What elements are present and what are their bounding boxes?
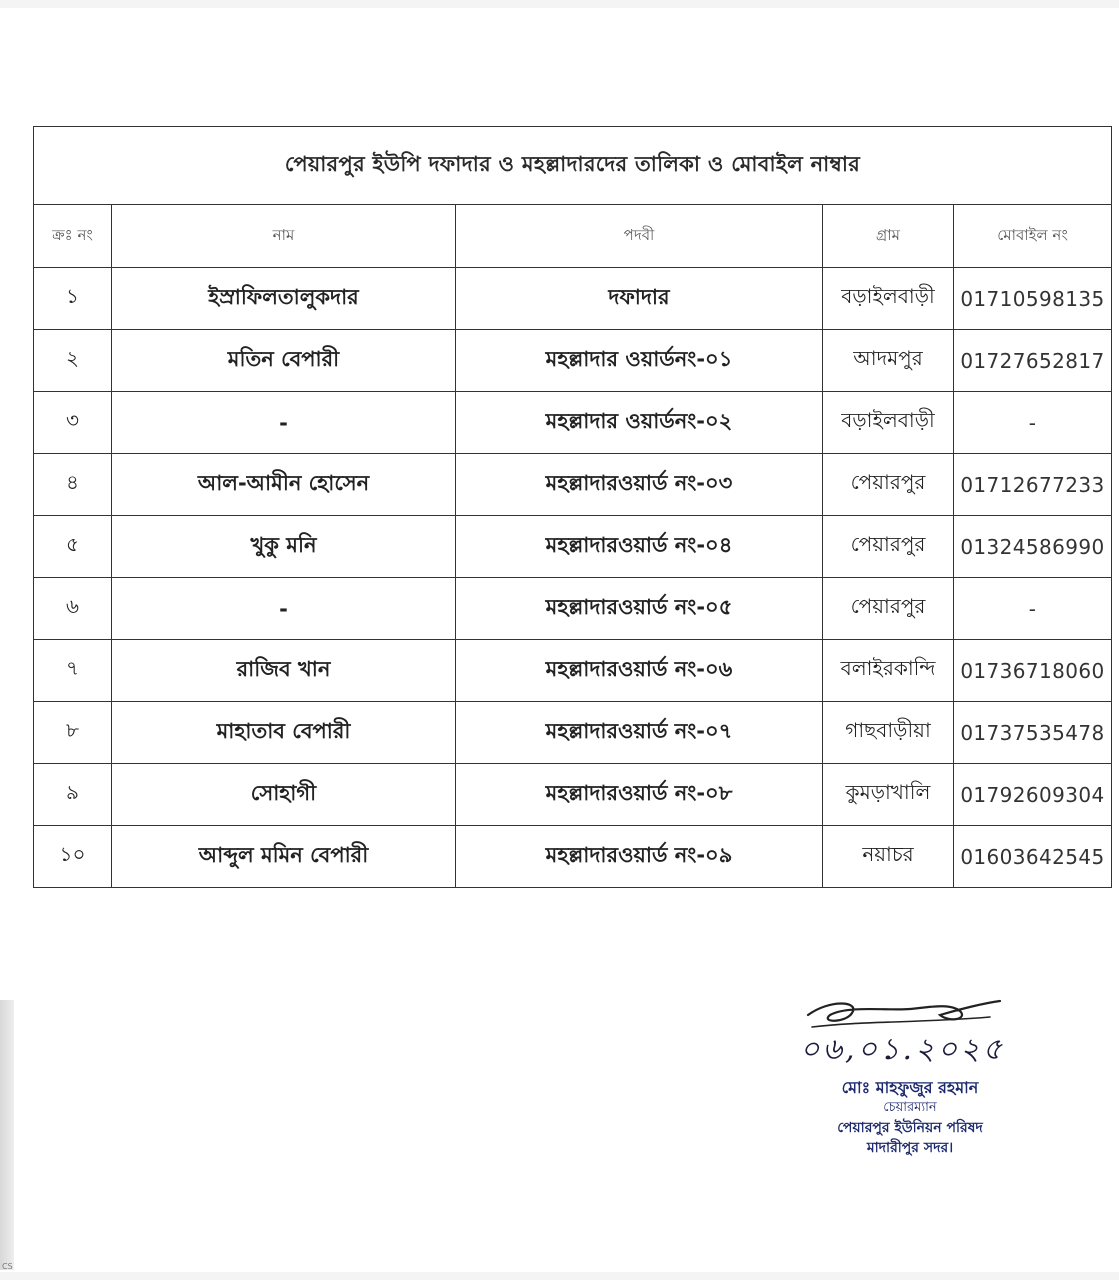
serial-cell: ২: [34, 330, 112, 392]
serial-cell: ৬: [34, 578, 112, 640]
designation-cell: মহল্লাদারওয়ার্ড নং-০৫: [456, 578, 823, 640]
scanner-watermark: CS: [2, 1262, 13, 1271]
name-cell: মাহাতাব বেপারী: [112, 702, 456, 764]
village-cell: নয়াচর: [823, 826, 954, 888]
village-cell: গাছবাড়ীয়া: [823, 702, 954, 764]
name-cell: -: [112, 392, 456, 454]
column-header-mobile: মোবাইল নং: [954, 205, 1112, 268]
column-header-designation: পদবী: [456, 205, 823, 268]
serial-cell: ১: [34, 268, 112, 330]
mobile-cell: 01737535478: [954, 702, 1112, 764]
mobile-cell: -: [954, 578, 1112, 640]
serial-cell: ৩: [34, 392, 112, 454]
serial-cell: ১০: [34, 826, 112, 888]
table-row: [34, 764, 1112, 826]
table-row: [34, 454, 1112, 516]
designation-cell: দফাদার: [456, 268, 823, 330]
serial-cell: ৫: [34, 516, 112, 578]
document-title: পেয়ারপুর ইউপি দফাদার ও মহল্লাদারদের তালিকা ও মোবাইল নাম্বার: [34, 127, 1112, 205]
designation-cell: মহল্লাদারওয়ার্ড নং-০৩: [456, 454, 823, 516]
name-cell: আব্দুল মমিন বেপারী: [112, 826, 456, 888]
village-cell: বলাইরকান্দি: [823, 640, 954, 702]
column-header-village: গ্রাম: [823, 205, 954, 268]
signatory-position: চেয়ারম্যান: [883, 1100, 937, 1115]
designation-cell: মহল্লাদারওয়ার্ড নং-০৪: [456, 516, 823, 578]
serial-cell: ৭: [34, 640, 112, 702]
village-cell: পেয়ারপুর: [823, 578, 954, 640]
table-row: [34, 268, 1112, 330]
table-row: [34, 578, 1112, 640]
serial-cell: ৮: [34, 702, 112, 764]
mobile-cell: 01324586990: [954, 516, 1112, 578]
village-cell: পেয়ারপুর: [823, 454, 954, 516]
mobile-cell: 01603642545: [954, 826, 1112, 888]
name-cell: -: [112, 578, 456, 640]
name-cell: রাজিব খান: [112, 640, 456, 702]
member-list-table: [33, 126, 1112, 888]
mobile-cell: 01712677233: [954, 454, 1112, 516]
village-cell: কুমড়াখালি: [823, 764, 954, 826]
designation-cell: মহল্লাদার ওয়ার্ডনং-০১: [456, 330, 823, 392]
official-stamp: [790, 1078, 1030, 1158]
table-row: [34, 330, 1112, 392]
signatory-location: মাদারীপুর সদর।: [866, 1140, 954, 1156]
serial-cell: ৯: [34, 764, 112, 826]
village-cell: আদমপুর: [823, 330, 954, 392]
village-cell: বড়াইলবাড়ী: [823, 392, 954, 454]
serial-cell: ৪: [34, 454, 112, 516]
designation-cell: মহল্লাদারওয়ার্ড নং-০৬: [456, 640, 823, 702]
name-cell: সোহাগী: [112, 764, 456, 826]
page-edge-shadow: [0, 1000, 14, 1270]
mobile-cell: 01710598135: [954, 268, 1112, 330]
name-cell: ইস্রাফিলতালুকদার: [112, 268, 456, 330]
signatory-name: মোঃ মাহফুজুর রহমান: [841, 1078, 979, 1097]
table-row: [34, 516, 1112, 578]
table-row: [34, 826, 1112, 888]
designation-cell: মহল্লাদারওয়ার্ড নং-০৮: [456, 764, 823, 826]
column-header-serial: ক্রঃ নং: [34, 205, 112, 268]
name-cell: আল-আমীন হোসেন: [112, 454, 456, 516]
designation-cell: মহল্লাদারওয়ার্ড নং-০৭: [456, 702, 823, 764]
table-row: [34, 640, 1112, 702]
mobile-cell: 01736718060: [954, 640, 1112, 702]
name-cell: খুকু মনি: [112, 516, 456, 578]
table-header-row: [34, 205, 1112, 268]
table-row: [34, 702, 1112, 764]
mobile-cell: 01792609304: [954, 764, 1112, 826]
signatory-office: পেয়ারপুর ইউনিয়ন পরিষদ: [837, 1120, 983, 1136]
name-cell: মতিন বেপারী: [112, 330, 456, 392]
table-row: [34, 392, 1112, 454]
village-cell: বড়াইলবাড়ী: [823, 268, 954, 330]
mobile-cell: 01727652817: [954, 330, 1112, 392]
village-cell: পেয়ারপুর: [823, 516, 954, 578]
designation-cell: মহল্লাদারওয়ার্ড নং-০৯: [456, 826, 823, 888]
designation-cell: মহল্লাদার ওয়ার্ডনং-০২: [456, 392, 823, 454]
column-header-name: নাম: [112, 205, 456, 268]
mobile-cell: -: [954, 392, 1112, 454]
signature-date: ০৬,০১.২০২৫: [800, 1032, 1006, 1067]
